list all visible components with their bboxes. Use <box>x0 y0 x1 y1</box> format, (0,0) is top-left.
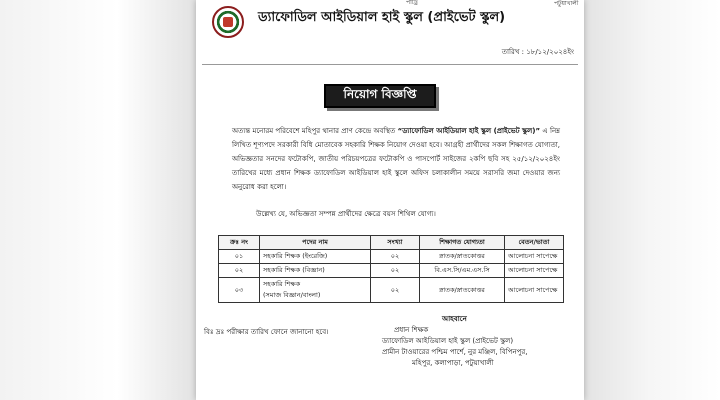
body-intro: অত্যন্ত মনোরম পরিবেশে মহিপুর থানার প্রাণ কেন্দ্রে অবস্থিত <box>232 127 396 135</box>
cell-qualification: স্নাতক/স্নাতকোত্তর <box>420 250 505 264</box>
col-qualification: শিক্ষাগত যোগ্যতা <box>420 236 505 250</box>
cell-qualification: স্নাতক/স্নাতকোত্তর <box>420 278 505 303</box>
age-relaxation-note: উল্লেখ্য যে, অভিজ্ঞতা সম্পন্ন প্রার্থীদের ক্ষেত্রে বয়স শিথিল যোগ্য। <box>256 210 436 218</box>
cell-post-subtitle: (সমাজ বিজ্ঞান/বাংলা) <box>263 291 321 299</box>
cell-post <box>260 278 371 303</box>
logo-emblem <box>223 17 233 27</box>
col-count: সংখ্যা <box>371 236 420 250</box>
cell-count: ০২ <box>371 278 420 303</box>
cell-post-title: সহকারি শিক্ষক <box>263 280 301 288</box>
header-divider <box>202 64 578 65</box>
cell-salary: আলোচনা সাপেক্ষে <box>505 264 564 278</box>
vacancy-table <box>218 235 564 303</box>
table-row <box>219 264 564 278</box>
col-post-name: পদের নাম <box>260 236 371 250</box>
cell-post: সহকারি শিক্ষক (বিজ্ঞান) <box>260 264 371 278</box>
signature-role: প্রধান শিক্ষক <box>394 326 429 334</box>
exam-date-footnote: বিঃ দ্রঃ পরীক্ষার তারিখ ফোনে জানানো হবে। <box>204 328 329 336</box>
cell-salary: আলোচনা সাপেক্ষে <box>505 278 564 303</box>
table-row <box>219 250 564 264</box>
right-background-panel <box>580 0 720 400</box>
signature-block <box>382 314 582 369</box>
notice-document <box>196 0 584 400</box>
cell-salary: আলোচনা সাপেক্ষে <box>505 250 564 264</box>
school-name-heading: ড্যাফোডিল আইডিয়াল হাই স্কুল (প্রাইভেট স্কুল) <box>258 10 506 25</box>
notice-date: তারিখ : ১৮/১২/২০২৪ইং <box>501 48 574 56</box>
cell-count: ০২ <box>371 250 420 264</box>
cell-qualification: বি.এস.সি/এম.এস.সি <box>420 264 505 278</box>
cell-count: ০২ <box>371 264 420 278</box>
cell-serial: ০৩ <box>219 278 260 303</box>
body-school-quote: “ড্যাফোডিল আইডিয়াল হাই স্কুল (প্রাইভেট স্কুল)” <box>397 127 541 135</box>
table-row <box>219 278 564 303</box>
cell-serial: ০১ <box>219 250 260 264</box>
col-serial: ক্রঃ নং <box>219 236 260 250</box>
signature-address-line2: মহিপুর, কলাপাড়া, পটুয়াখালী <box>412 359 494 367</box>
school-logo-icon <box>212 6 244 38</box>
cell-post: সহকারি শিক্ষক (ইংরেজি) <box>260 250 371 264</box>
top-cropped-text-left: পাট্রি <box>406 0 418 6</box>
col-salary: বেতন/ভাতা <box>505 236 564 250</box>
notice-title: নিয়োগ বিজ্ঞপ্তি <box>324 84 436 108</box>
top-cropped-text-right: পটুয়াখালী <box>554 0 579 7</box>
signature-address-line1: প্রামীন টাওয়ারের পশ্চিম পার্শে, নুর মঞ্জিল, বিপিনপুর, <box>382 348 528 356</box>
body-rest: এ নিম্ন লিখিত শূণ্যপদে সরকারী বিধি মোতাবেক সহকারি শিক্ষক নিয়োগ দেওয়া হবে। আগ্রহী প্রার্থীদের সকল শিক্ষাগত যোগ্যতা, অভিজ্ঞতার সনদের ফটোকপি, জাতীয় পরিচয়পত্রের ফটোকপি ও পাসপোর্ট সাইজের ২কপি ছবি সহ ২৫/১২/২০২৪ইং তারিখের মধ্যে প্রধান শিক্ষক ড্যাফোডিল আইডিয়াল হাই স্কুলে অফিস চলাকালীন সময়ে সরাসরি জমা দেওয়ার জন্য অনুরোধ করা হলো। <box>232 127 561 191</box>
left-background-panel <box>0 0 196 400</box>
table-header-row <box>219 236 564 250</box>
signature-school: ড্যাফোডিল আইডিয়াল হাই স্কুল (প্রাইভেট স্কুল) <box>382 337 514 345</box>
cell-serial: ০২ <box>219 264 260 278</box>
signature-heading: আহবানে <box>442 315 467 323</box>
notice-body <box>232 124 560 194</box>
